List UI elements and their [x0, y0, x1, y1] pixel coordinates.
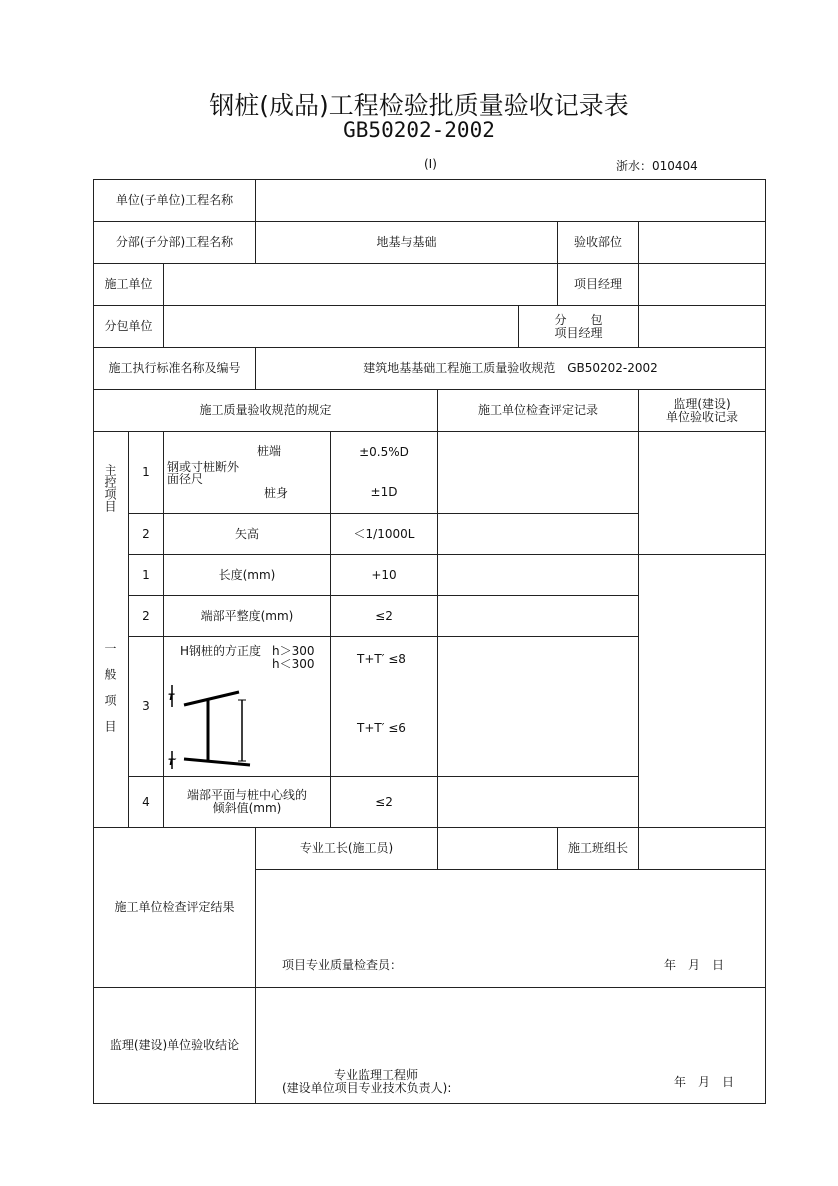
general-item-3-no: 3 [128, 636, 164, 777]
main-control-label: 主控项目 [103, 464, 117, 512]
general-item-2-name: 端部平整度(mm) [163, 595, 331, 637]
main-item-1-sub-a: 桩端 [257, 444, 282, 458]
sub-pm-label [518, 305, 639, 348]
form-standard: GB50202-2002 [343, 118, 495, 142]
general-item-3-record[interactable] [437, 636, 639, 777]
general-item-2-spec: ≤2 [330, 595, 438, 637]
standard-field[interactable]: 建筑地基基础工程施工质量验收规范 GB50202-2002 [255, 347, 766, 390]
main-item-2-record[interactable] [437, 513, 639, 555]
general-item-4-no: 4 [128, 776, 164, 828]
volume-label: (Ⅰ) [424, 157, 437, 171]
team-leader-label: 施工班组长 [557, 827, 639, 870]
svg-text:T: T [168, 693, 175, 703]
form-title: 钢桩(成品)工程检验批质量验收记录表 [209, 91, 629, 120]
supervisor-engineer-label-1: 专业监理工程师 [334, 1068, 419, 1082]
unit-project-label: 单位(子单位)工程名称 [93, 179, 256, 222]
foreman-field[interactable] [437, 827, 558, 870]
contractor-date: 年 月 日 [664, 958, 725, 972]
general-item-4-spec: ≤2 [330, 776, 438, 828]
general-item-3-spec [330, 636, 438, 777]
team-leader-field[interactable] [638, 827, 766, 870]
foreman-label: 专业工长(施工员) [255, 827, 438, 870]
supervisor-date: 年 月 日 [674, 1075, 735, 1089]
main-item-1-name-1: 钢或寸桩断外 [167, 460, 240, 474]
main-item-2-name: 矢高 [163, 513, 331, 555]
spec-header: 施工质量验收规范的规定 [93, 389, 438, 432]
main-item-1-no: 1 [128, 431, 164, 514]
sub-project-field[interactable]: 地基与基础 [255, 221, 558, 264]
unit-project-field[interactable] [255, 179, 766, 222]
inspector-label: 项目专业质量检查员： [282, 958, 403, 972]
sub-pm-label-line1: 分 包 [554, 312, 603, 327]
form-code: 浙水：010404 [616, 159, 698, 173]
contractor-record-header: 施工单位检查评定记录 [437, 389, 639, 432]
general-item-3-cond-a: h＞300 [272, 644, 315, 658]
contractor-result-label: 施工单位检查评定结果 [93, 827, 256, 988]
main-item-1-record[interactable] [437, 431, 639, 514]
general-item-3-spec-b: T+T′ ≤6 [357, 721, 406, 735]
contractor-field[interactable] [163, 263, 558, 306]
main-item-1-spec-b: ±1D [370, 485, 398, 500]
sub-pm-label-line2: 项目经理 [554, 325, 603, 340]
pm-label: 项目经理 [557, 263, 639, 306]
svg-text:T′: T′ [168, 758, 177, 768]
main-item-2-spec: ＜1/1000L [330, 513, 438, 555]
general-item-2-record[interactable] [437, 595, 639, 637]
contractor-result-field[interactable] [255, 869, 766, 988]
general-item-1-no: 1 [128, 554, 164, 596]
general-item-4-record[interactable] [437, 776, 639, 828]
supervisor-header-line2: 单位验收记录 [665, 409, 738, 424]
general-item-4-name-2: 倾斜值(mm) [212, 801, 282, 815]
supervisor-result-label: 监理(建设)单位验收结论 [93, 987, 256, 1104]
general-item-1-spec: +10 [330, 554, 438, 596]
subcontractor-label: 分包单位 [93, 305, 164, 348]
standard-label: 施工执行标准名称及编号 [93, 347, 256, 390]
general-label: 一般项目 [103, 642, 117, 746]
main-item-1-spec-a: ±0.5%D [359, 444, 409, 459]
sub-pm-field[interactable] [638, 305, 766, 348]
h-pile-diagram-icon [166, 683, 256, 773]
subcontractor-field[interactable] [163, 305, 519, 348]
main-item-1-sub-b: 桩身 [264, 486, 289, 500]
general-item-4-name-1: 端部平面与桩中心线的 [186, 788, 307, 802]
group-label-column [93, 431, 129, 828]
acceptance-part-label: 验收部位 [557, 221, 639, 264]
contractor-label: 施工单位 [93, 263, 164, 306]
supervisor-engineer-label-2: (建设单位项目专业技术负责人): [282, 1081, 452, 1095]
main-item-1-spec [330, 431, 438, 514]
main-item-1-name-2: 面径尺 [167, 472, 204, 486]
main-item-1-name [163, 431, 331, 514]
acceptance-part-field[interactable] [638, 221, 766, 264]
general-item-2-no: 2 [128, 595, 164, 637]
general-item-3-cond-b: h＜300 [272, 657, 315, 671]
pm-field[interactable] [638, 263, 766, 306]
general-item-3-spec-a: T+T′ ≤8 [357, 652, 406, 666]
general-supervisor-record[interactable] [638, 554, 766, 828]
general-item-3-name-text: H钢桩的方正度 [180, 644, 262, 658]
sub-project-label: 分部(子分部)工程名称 [93, 221, 256, 264]
main-item-2-no: 2 [128, 513, 164, 555]
supervisor-result-field[interactable] [255, 987, 766, 1104]
general-item-4-name [163, 776, 331, 828]
general-item-3-name [163, 636, 331, 777]
general-item-1-record[interactable] [437, 554, 639, 596]
general-item-1-name: 长度(mm) [163, 554, 331, 596]
supervisor-record-header [638, 389, 766, 432]
main-control-supervisor-record[interactable] [638, 431, 766, 555]
supervisor-header-line1: 监理(建设) [673, 396, 731, 411]
